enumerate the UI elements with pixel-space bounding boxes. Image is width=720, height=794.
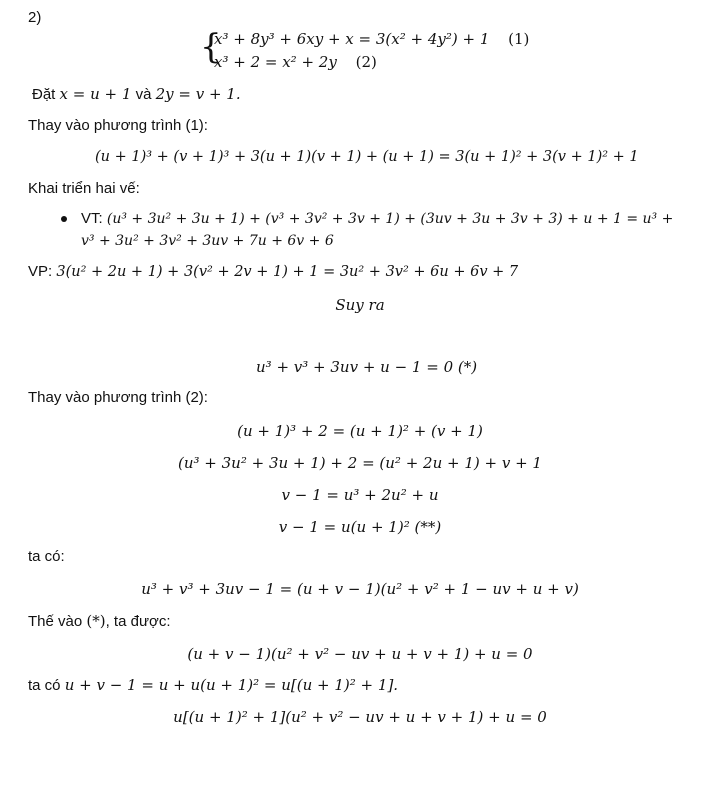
identity-equation: u³ + v³ + 3uv − 1 = (u + v − 1)(u² + v² + 1 − uv + u + v) bbox=[141, 580, 579, 598]
step2-heading: Thay vào phương trình (2): bbox=[28, 389, 208, 406]
taco2-label: ta có bbox=[28, 677, 61, 694]
vt-expr-line2: v³ + 3u² + 3v² + 3uv + 7u + 6v + 6 bbox=[81, 233, 334, 249]
substitution-label: Đặt bbox=[32, 86, 56, 103]
the-vao-line bbox=[28, 612, 171, 631]
taco2-expr: u + v − 1 = u + u(u + 1)² = u[(u + 1)² + 1]. bbox=[64, 676, 399, 694]
system-eq2 bbox=[214, 53, 377, 71]
substitution-conj: và bbox=[135, 86, 152, 103]
substitution-expr1: x = u + 1 bbox=[59, 85, 132, 103]
system-eq1-text: x³ + 8y³ + 6xy + x = 3(x² + 4y²) + 1 bbox=[214, 30, 490, 48]
system-eq2-text: x³ + 2 = x² + 2y bbox=[214, 53, 337, 71]
system-eq1 bbox=[214, 30, 529, 48]
vp-line bbox=[28, 263, 518, 281]
step1-equation: (u + 1)³ + (v + 1)³ + 3(u + 1)(v + 1) + (u + 1) = 3(u + 1)² + 3(v + 1)² + 1 bbox=[95, 149, 639, 165]
star-equation: u³ + v³ + 3uv + u − 1 = 0 (*) bbox=[256, 358, 478, 376]
step1-heading: Thay vào phương trình (1): bbox=[28, 117, 208, 134]
system-eq1-tag: (1) bbox=[508, 30, 530, 48]
bullet-dot bbox=[61, 216, 67, 222]
system-brace: { bbox=[200, 27, 222, 67]
vp-label: VP: bbox=[28, 263, 53, 280]
the-vao-suffix: , ta được: bbox=[105, 613, 171, 630]
step2-line-1: (u + 1)³ + 2 = (u + 1)² + (v + 1) bbox=[237, 422, 483, 440]
result1-equation: (u + v − 1)(u² + v² − uv + u + v + 1) + u = 0 bbox=[187, 645, 533, 663]
step2-line-2: (u³ + 3u² + 3u + 1) + 2 = (u² + 2u + 1) + v + 1 bbox=[178, 454, 542, 472]
substitution-expr2: 2y = v + 1. bbox=[155, 85, 241, 103]
problem-number: 2) bbox=[28, 9, 42, 26]
substitution-line bbox=[32, 85, 241, 104]
taco-heading: ta có: bbox=[28, 548, 65, 565]
vp-expr: 3(u² + 2u + 1) + 3(v² + 2v + 1) + 1 = 3u² + 3v² + 6u + 6v + 7 bbox=[56, 264, 519, 280]
the-vao-star: (*) bbox=[86, 612, 106, 630]
vt-label: VT: bbox=[81, 210, 103, 227]
result2-equation: u[(u + 1)² + 1](u² + v² − uv + u + v + 1) + u = 0 bbox=[173, 708, 547, 726]
expand-heading: Khai triển hai vế: bbox=[28, 180, 140, 197]
suy-ra: Suy ra bbox=[335, 296, 385, 314]
vt-expr-line1: (u³ + 3u² + 3u + 1) + (v³ + 3v² + 3v + 1) + (3uv + 3u + 3v + 3) + u + 1 = u³ + bbox=[106, 211, 674, 227]
taco2-line bbox=[28, 676, 398, 695]
step2-line-3: v − 1 = u³ + 2u² + u bbox=[281, 486, 439, 504]
the-vao-prefix: Thế vào bbox=[28, 613, 83, 630]
system-eq2-tag: (2) bbox=[355, 53, 377, 71]
step2-line-4: v − 1 = u(u + 1)² (**) bbox=[278, 518, 442, 536]
vt-line1 bbox=[81, 210, 673, 228]
